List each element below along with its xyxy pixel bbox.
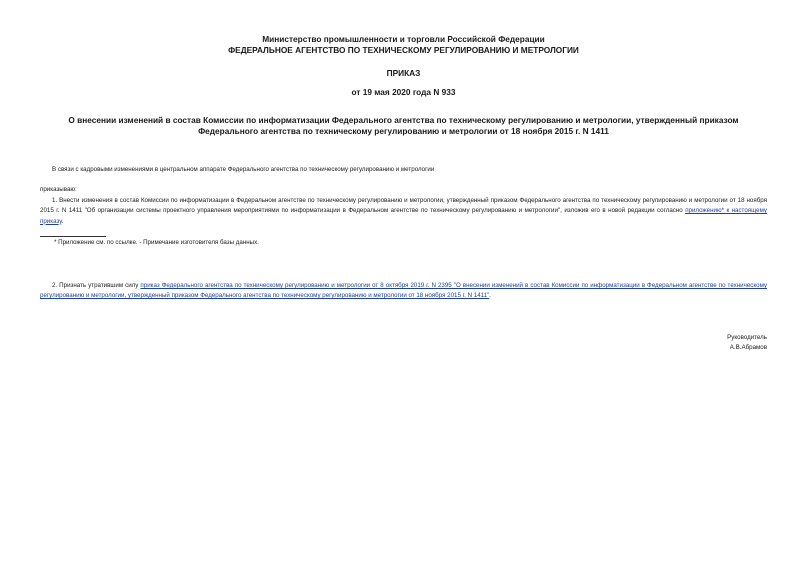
preamble: В связи с кадровыми изменениями в центральном аппарате Федерального агентства по техническому регулированию и метрологии bbox=[52, 166, 435, 173]
document-date: от 19 мая 2020 года N 933 bbox=[351, 87, 456, 97]
ministry-name: Министерство промышленности и торговли Российской Федерации bbox=[262, 34, 545, 44]
document-title-line1: О внесении изменений в состав Комиссии по информатизации Федерального агентства по техническому регулированию и метрологии, утвержденный приказом bbox=[68, 115, 739, 125]
document-type: ПРИКАЗ bbox=[386, 68, 421, 78]
footnote-rule bbox=[40, 236, 106, 237]
item-1 bbox=[40, 196, 767, 227]
order-word: приказываю: bbox=[40, 186, 77, 193]
item-1-end: . bbox=[61, 217, 64, 225]
appendix-link[interactable]: приложению* к настоящему приказу bbox=[40, 207, 767, 225]
item-2 bbox=[40, 281, 767, 302]
footnote: * Приложение см. по ссылке. - Примечание изготовителя базы данных. bbox=[54, 239, 259, 246]
item-2-end: . bbox=[489, 292, 491, 300]
item-2-text: 2. Признать утратившим силу bbox=[52, 282, 141, 289]
document-title-line2: Федерального агентства по техническому регулированию и метрологии от 18 ноября 2015 г. N 1411 bbox=[198, 126, 609, 136]
revoked-order-link[interactable]: приказ Федерального агентства по техническому регулированию и метрологии от 8 октября 2019 г. N 2395 "О внесении изменений в состав Комиссии по информатизации в Федеральном агентстве по техническому регулированию и метрологии, утвержденный приказом Федерального агентства по техническому регулированию и метрологии от 18 ноября 2015 г. N 1411" bbox=[40, 282, 767, 300]
agency-name: ФЕДЕРАЛЬНОЕ АГЕНТСТВО ПО ТЕХНИЧЕСКОМУ РЕГУЛИРОВАНИЮ И МЕТРОЛОГИИ bbox=[228, 45, 579, 55]
item-1-text: 1. Внести изменения в состав Комиссии по информатизации в Федеральном агентстве по техническому регулированию и метрологии, утвержденный приказом Федерального агентства по техническому регулированию и метрологии от 18 ноября 2015 г. N 1411 "Об организации системы проектного управления мероприятиями по информатизации в Федеральном агентстве по техническому регулированию и метрологии", изложив его в новой редакции согласно bbox=[40, 197, 767, 215]
signature-name: А.В.Абрамов bbox=[729, 344, 767, 351]
signature-position: Руководитель bbox=[727, 334, 767, 341]
